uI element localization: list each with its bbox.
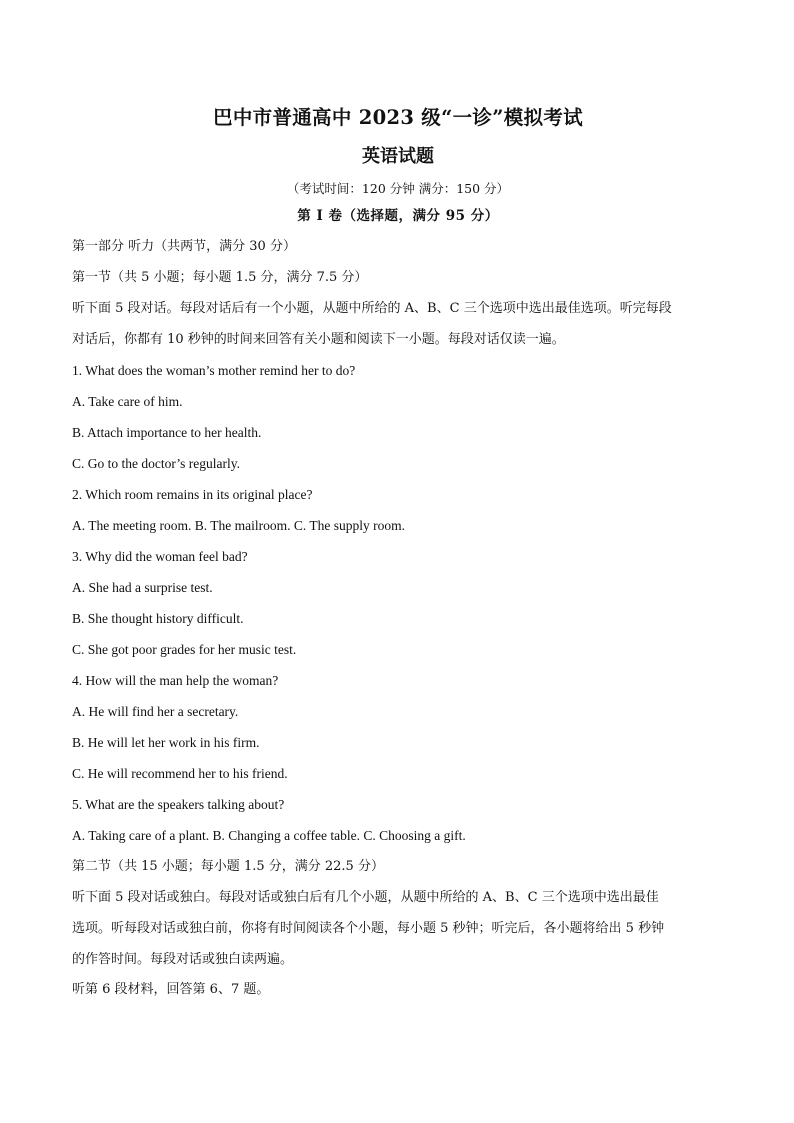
question-option: B. Attach importance to her health. [72, 424, 262, 440]
question-option: B. She thought history difficult. [72, 610, 244, 626]
question-stem: 2. Which room remains in its original place? [72, 486, 313, 502]
instruction-line: 对话后，你都有 10 秒钟的时间来回答有关小题和阅读下一小题。每段对话仅读一遍。 [72, 332, 565, 348]
question-option: A. She had a surprise test. [72, 579, 213, 595]
exam-page [72, 104, 724, 1000]
question-option: C. He will recommend her to his friend. [72, 765, 288, 781]
section2-instructions [72, 882, 724, 976]
exam-subtitle: 英语试题 [362, 146, 434, 167]
material-note: 听第 6 段材料，回答第 6、7 题。 [72, 982, 270, 998]
question-options-inline: A. The meeting room. B. The mailroom. C. The supply room. [72, 517, 405, 533]
question-stem: 3. Why did the woman feel bad? [72, 548, 248, 564]
question-option: A. Take care of him. [72, 393, 183, 409]
question-options-inline: A. Taking care of a plant. B. Changing a coffee table. C. Choosing a gift. [72, 827, 466, 843]
question-option: C. Go to the doctor’s regularly. [72, 455, 240, 471]
volume-heading: 第 I 卷（选择题，满分 95 分） [297, 208, 499, 224]
question-stem: 4. How will the man help the woman? [72, 672, 279, 688]
question-option: A. He will find her a secretary. [72, 703, 239, 719]
instruction-line: 听下面 5 段对话。每段对话后有一个小题，从题中所给的 A、B、C 三个选项中选出最佳选项。听完每段 [72, 301, 672, 316]
instruction-line: 的作答时间。每段对话或独白读两遍。 [72, 952, 294, 968]
instruction-line: 听下面 5 段对话或独白。每段对话或独白后有几个小题，从题中所给的 A、B、C 三个选项中选出最佳 [72, 889, 659, 905]
question-stem: 1. What does the woman’s mother remind her to do? [72, 362, 356, 378]
question-stem: 5. What are the speakers talking about? [72, 796, 285, 812]
section2-heading: 第二节（共 15 小题；每小题 1.5 分，满分 22.5 分） [72, 858, 384, 874]
section1-heading: 第一节（共 5 小题；每小题 1.5 分，满分 7.5 分） [72, 270, 368, 285]
question-option: B. He will let her work in his firm. [72, 734, 260, 750]
section1-instructions [72, 293, 724, 356]
exam-info: （考试时间：120 分钟 满分：150 分） [286, 181, 510, 196]
part1-heading: 第一部分 听力（共两节，满分 30 分） [72, 239, 296, 254]
instruction-line: 选项。听每段对话或独白前，你将有时间阅读各个小题，每小题 5 秒钟；听完后，各小题将给出 5 秒钟 [72, 920, 665, 936]
question-option: C. She got poor grades for her music test. [72, 641, 297, 657]
exam-title: 巴中市普通高中 2023 级“一诊”模拟考试 [213, 106, 583, 129]
